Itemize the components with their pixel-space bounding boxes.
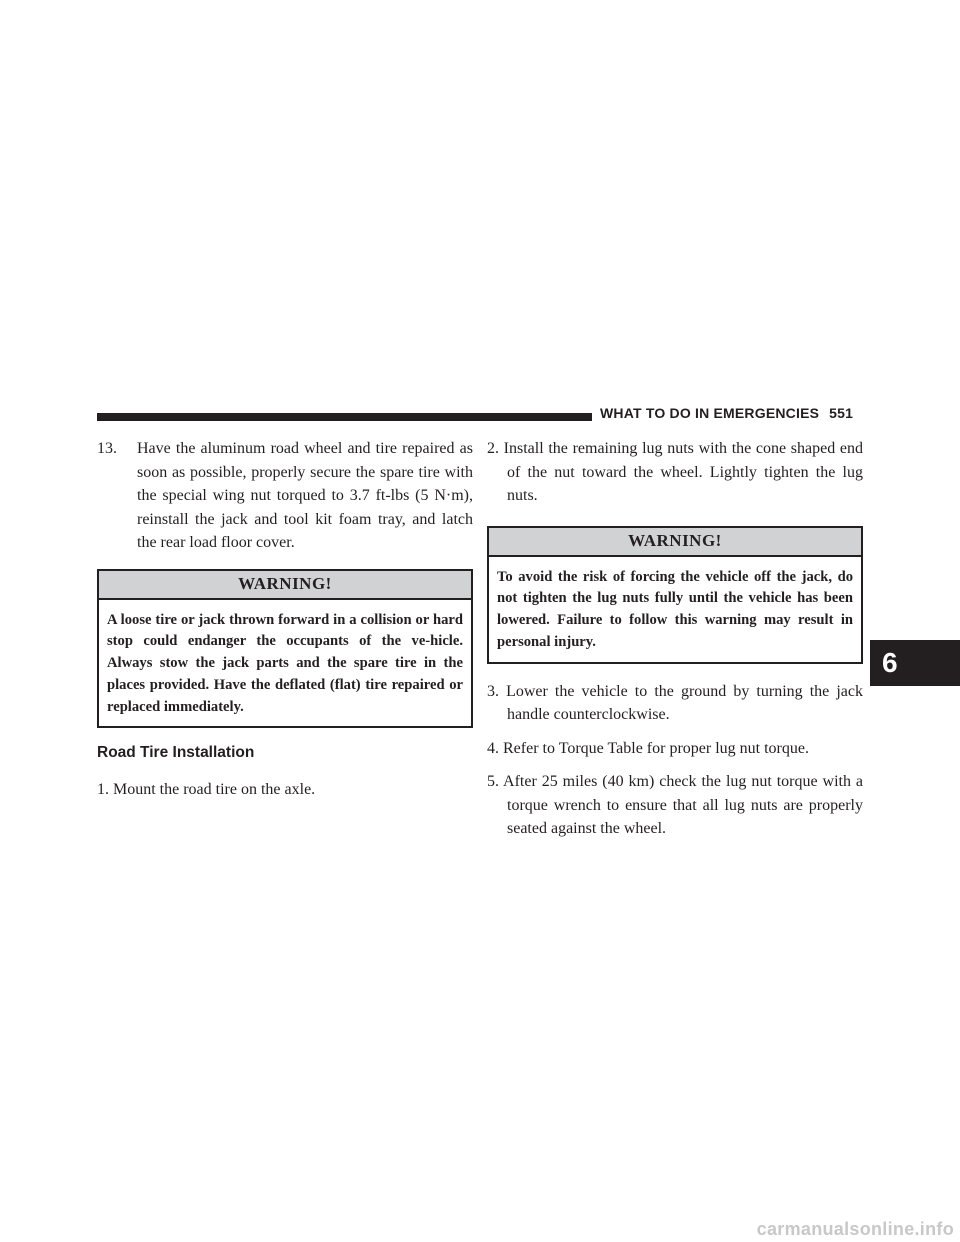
step-1: 1. Mount the road tire on the axle. (97, 781, 316, 799)
step-3: 3. Lower the vehicle to the ground by turning the jack handle counterclockwise. (487, 682, 863, 724)
chapter-tab: 6 (870, 640, 960, 686)
warning-title: WARNING! (489, 528, 861, 557)
step-4: 4. Refer to Torque Table for proper lug nut torque. (487, 739, 809, 757)
step-5: 5. After 25 miles (40 km) check the lug nut torque with a torque wrench to ensure that all lug nuts are properly seated against the wheel. (487, 773, 863, 838)
warning-box-lug-nuts (487, 526, 863, 664)
watermark: carmanualsonline.info (756, 1219, 954, 1239)
header-rule (97, 413, 592, 421)
page-number: 551 (829, 405, 854, 421)
warning-title: WARNING! (99, 571, 471, 600)
warning-text: A loose tire or jack thrown forward in a collision or hard stop could endanger the occupants of the ve-hicle. Always stow the jack parts and the spare tire in the places provided. Have the deflated (flat) tire repaired or replaced immediately. (107, 611, 463, 715)
section-heading: Road Tire Installation (97, 744, 255, 762)
step-2: 2. Install the remaining lug nuts with the cone shaped end of the nut toward the wheel. Lightly tighten the lug nuts. (487, 440, 863, 504)
step-13-text: Have the aluminum road wheel and tire repaired as soon as possible, properly secure the spare tire with the special wing nut torqued to 3.7 ft-lbs (5 N·m), reinstall the jack and tool kit foam tray, and latch the rear load floor cover. (137, 440, 473, 551)
warning-text: To avoid the risk of forcing the vehicle off the jack, do not tighten the lug nuts fully until the vehicle has been lowered. Failure to follow this warning may result in personal injury. (497, 568, 853, 650)
warning-box-stow (97, 569, 473, 729)
section-title: WHAT TO DO IN EMERGENCIES (600, 405, 820, 421)
right-column (487, 437, 863, 841)
left-column (97, 437, 473, 812)
step-13 (97, 437, 473, 555)
step-13-number: 13. (97, 440, 117, 457)
running-header (600, 405, 853, 421)
